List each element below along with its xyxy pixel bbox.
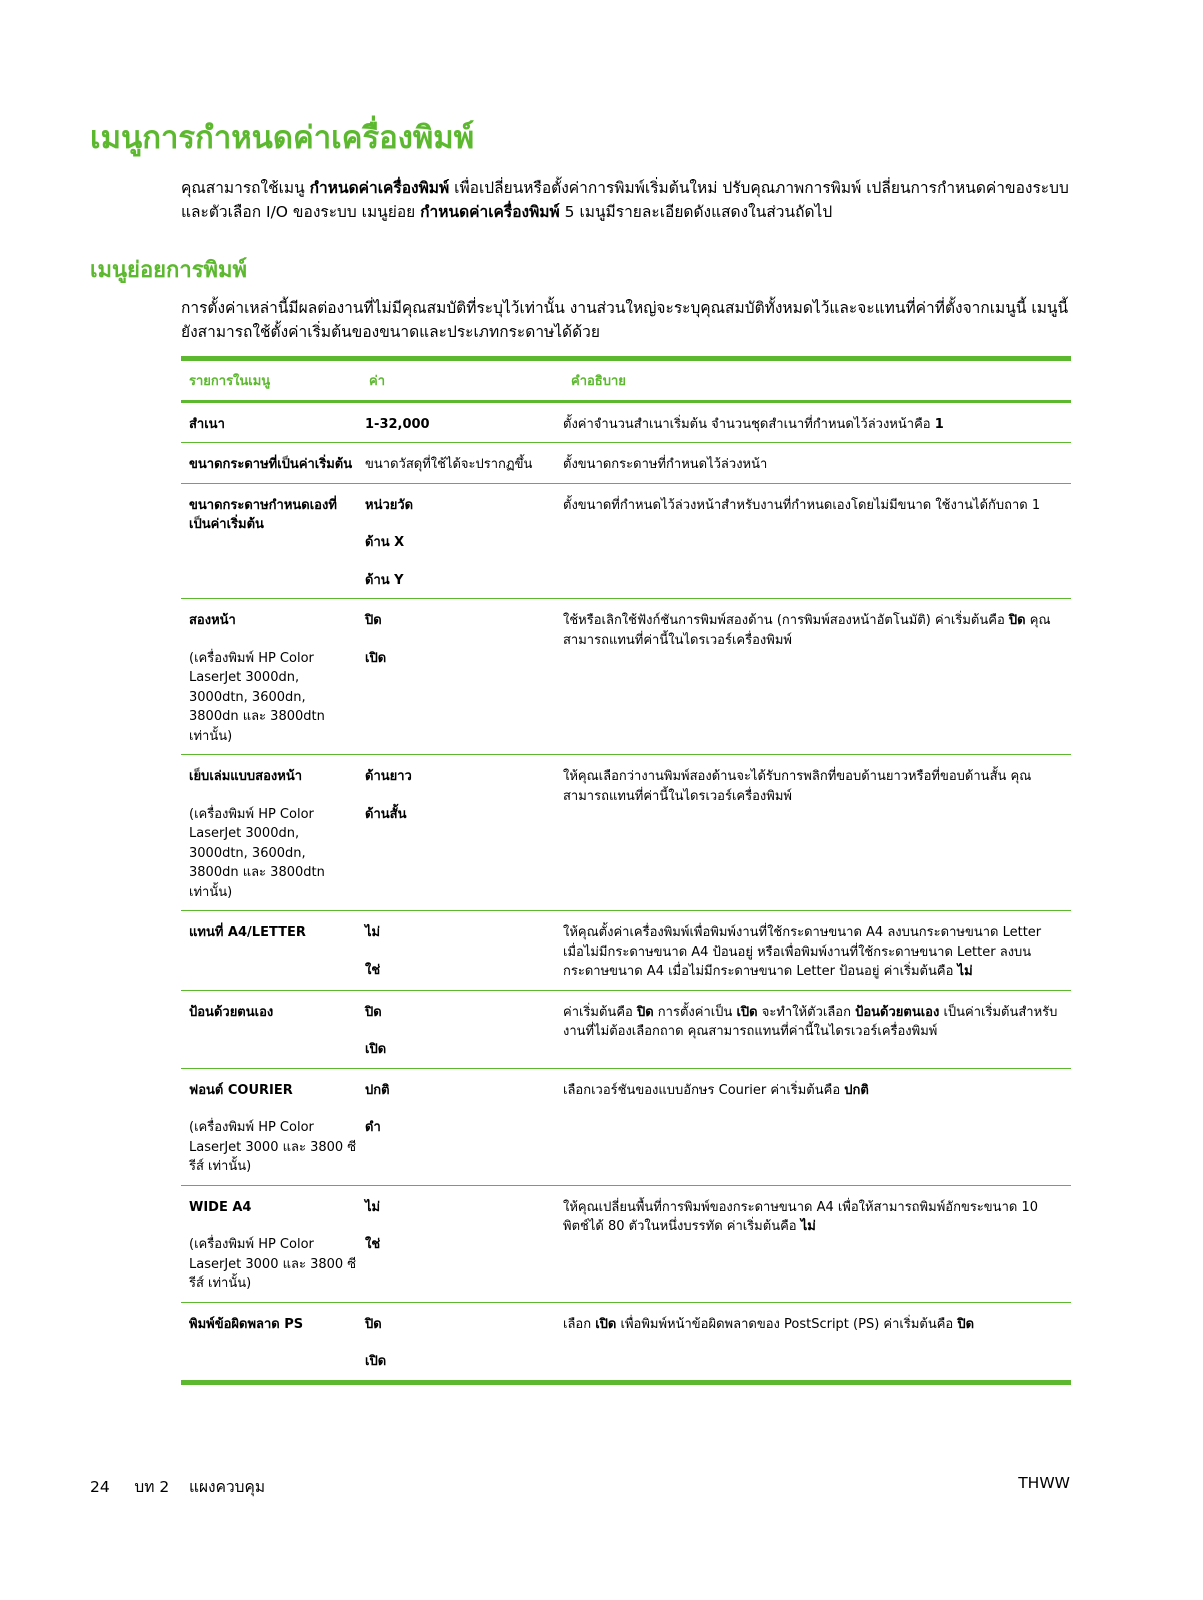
page-title: เมนูการกำหนดค่าเครื่องพิมพ์ xyxy=(90,120,475,156)
option-value: หน่วยวัด xyxy=(365,497,414,513)
description-bold: เปิด xyxy=(736,1004,758,1020)
table-row xyxy=(181,990,1071,1068)
menu-item-name: ขนาดกระดาษกำหนดเองที่เป็นค่าเริ่มต้น xyxy=(189,497,337,532)
description-bold: ป้อนด้วยตนเอง xyxy=(855,1004,940,1020)
header-values: ค่า xyxy=(369,374,385,389)
description-cell xyxy=(563,755,1071,911)
menu-item-name: สำเนา xyxy=(189,416,225,432)
description-text: เพื่อพิมพ์หน้าข้อผิดพลาดของ PostScript (PS) ค่าเริ่มต้นคือ xyxy=(616,1316,958,1332)
table-row xyxy=(181,1185,1071,1302)
menu-item-cell xyxy=(181,443,361,484)
description-cell xyxy=(563,599,1071,755)
table-row xyxy=(181,599,1071,755)
description-text: ตั้งขนาดที่กำหนดไว้ล่วงหน้าสำหรับงานที่กำหนดเองโดยไม่มีขนาด ใช้งานได้กับถาด 1 xyxy=(563,497,1041,513)
description-bold: ปิด xyxy=(957,1316,975,1332)
option-value: ปิด xyxy=(365,1316,382,1332)
menu-item-note: (เครื่องพิมพ์ HP Color LaserJet 3000dn, 3000dtn, 3600dn, 3800dn และ 3800dtn เท่านั้น) xyxy=(189,806,325,900)
option-value: ขนาดวัสดุที่ใช้ได้จะปรากฏขึ้น xyxy=(365,457,533,472)
header-description: คำอธิบาย xyxy=(571,374,626,389)
description-text: ค่าเริ่มต้นคือ xyxy=(563,1004,637,1020)
description-cell xyxy=(563,911,1071,991)
intro-bold-2: กำหนดค่าเครื่องพิมพ์ xyxy=(420,203,560,221)
option-value: ไม่ xyxy=(365,1199,381,1215)
menu-item-name: เย็บเล่มแบบสองหน้า xyxy=(189,769,303,784)
menu-item-cell xyxy=(181,1302,361,1382)
chapter-label: บท 2 xyxy=(134,1478,170,1496)
description-text: ตั้งค่าจำนวนสำเนาเริ่มต้น จำนวนชุดสำเนาที่กำหนดไว้ล่วงหน้าคือ xyxy=(563,416,935,432)
values-cell xyxy=(361,401,563,443)
description-cell xyxy=(563,443,1071,484)
menu-item-cell xyxy=(181,483,361,599)
chapter-title: แผงควบคุม xyxy=(188,1478,266,1496)
footer-left xyxy=(90,1474,265,1499)
description-cell xyxy=(563,1068,1071,1185)
menu-item-note: (เครื่องพิมพ์ HP Color LaserJet 3000dn, 3000dtn, 3600dn, 3800dn และ 3800dtn เท่านั้น) xyxy=(189,650,325,744)
description-cell xyxy=(563,990,1071,1068)
menu-item-name: ฟอนต์ COURIER xyxy=(189,1082,293,1098)
option-value: ปิด xyxy=(365,1004,382,1020)
menu-item-cell xyxy=(181,990,361,1068)
option-value: ปิด xyxy=(365,613,382,628)
values-cell xyxy=(361,1068,563,1185)
description-text: ให้คุณเปลี่ยนพื้นที่การพิมพ์ของกระดาษขนาด A4 เพื่อให้สามารถพิมพ์อักขระขนาด 10 พิตช์ได้ 80 ตัวในหนึ่งบรรทัด ค่าเริ่มต้นคือ xyxy=(563,1199,1038,1234)
values-cell xyxy=(361,483,563,599)
table-row xyxy=(181,483,1071,599)
description-text: เลือกเวอร์ชันของแบบอักษร Courier ค่าเริ่มต้นคือ xyxy=(563,1082,845,1098)
menu-item-name: ป้อนด้วยตนเอง xyxy=(189,1004,274,1020)
header-menu-item: รายการในเมนู xyxy=(189,374,271,389)
table-row xyxy=(181,1302,1071,1382)
description-text: จะทำให้ตัวเลือก xyxy=(757,1004,856,1020)
values-cell xyxy=(361,755,563,911)
description-text: คุณสามารถแทนที่ค่านี้ในไดรเวอร์เครื่องพิมพ์ xyxy=(563,613,1051,648)
description-cell xyxy=(563,401,1071,443)
menu-item-note: (เครื่องพิมพ์ HP Color LaserJet 3000 และ 3800 ซีรีส์ เท่านั้น) xyxy=(189,1120,357,1174)
description-text: การตั้งค่าเป็น xyxy=(653,1004,737,1020)
intro-text-1: คุณสามารถใช้เมนู xyxy=(181,179,310,197)
menu-item-name: ขนาดกระดาษที่เป็นค่าเริ่มต้น xyxy=(189,457,353,472)
option-value: ด้านสั้น xyxy=(365,806,407,822)
description-bold: ไม่ xyxy=(800,1219,816,1234)
description-text: เลือก xyxy=(563,1316,596,1332)
option-value: เปิด xyxy=(365,650,387,666)
values-cell xyxy=(361,1185,563,1302)
values-cell xyxy=(361,1302,563,1382)
menu-item-cell xyxy=(181,755,361,911)
option-value: ปกติ xyxy=(365,1082,390,1098)
section-title: เมนูย่อยการพิมพ์ xyxy=(90,258,248,283)
description-bold: ปกติ xyxy=(844,1082,869,1098)
intro-text-2: เพื่อเปลี่ยนหรือตั้งค่าการพิมพ์เริ่มต้นใหม่ ปรับคุณภาพการพิมพ์ เปลี่ยนการกำหนดค่าของระบบ และตัวเลือก I/O ของระบบ เมนูย่อย xyxy=(181,179,1069,221)
description-bold: 1 xyxy=(934,416,944,432)
option-value: ไม่ xyxy=(365,925,381,940)
description-text: ตั้งขนาดกระดาษที่กำหนดไว้ล่วงหน้า xyxy=(563,457,768,472)
description-cell xyxy=(563,1185,1071,1302)
menu-item-name: แทนที่ A4/LETTER xyxy=(189,925,306,940)
intro-text-3: 5 เมนูมีรายละเอียดดังแสดงในส่วนถัดไป xyxy=(559,203,833,221)
values-cell xyxy=(361,911,563,991)
table-row xyxy=(181,1068,1071,1185)
option-value: ดำ xyxy=(365,1120,381,1135)
description-text: ใช้หรือเลิกใช้ฟังก์ชันการพิมพ์สองด้าน (การพิมพ์สองหน้าอัตโนมัติ) ค่าเริ่มต้นคือ xyxy=(563,613,1009,628)
description-cell xyxy=(563,1302,1071,1382)
table-row xyxy=(181,443,1071,484)
footer-lang-code: THWW xyxy=(1018,1474,1070,1492)
option-value: ใช่ xyxy=(365,962,381,978)
values-cell xyxy=(361,443,563,484)
option-value: ใช่ xyxy=(365,1237,381,1252)
menu-item-cell xyxy=(181,911,361,991)
menu-item-cell xyxy=(181,401,361,443)
values-cell xyxy=(361,990,563,1068)
menu-item-name: WIDE A4 xyxy=(189,1199,252,1215)
menu-item-cell xyxy=(181,1185,361,1302)
option-value: เปิด xyxy=(365,1042,387,1057)
intro-paragraph xyxy=(181,176,1081,224)
option-value: ด้าน Y xyxy=(365,572,404,588)
description-cell xyxy=(563,483,1071,599)
description-bold: เปิด xyxy=(595,1316,617,1332)
description-bold: ไม่ xyxy=(957,964,973,979)
table-header-row xyxy=(181,359,1071,402)
menu-table xyxy=(181,356,1071,1385)
menu-item-cell xyxy=(181,599,361,755)
page-number: 24 xyxy=(90,1478,110,1496)
description-bold: ปิด xyxy=(1008,613,1026,628)
menu-item-cell xyxy=(181,1068,361,1185)
table-row xyxy=(181,911,1071,991)
option-value: ด้านยาว xyxy=(365,769,412,784)
table-body xyxy=(181,401,1071,1382)
option-value: เปิด xyxy=(365,1354,387,1369)
description-text: ให้คุณตั้งค่าเครื่องพิมพ์เพื่อพิมพ์งานที่ใช้กระดาษขนาด A4 ลงบนกระดาษขนาด Letter เมื่อไม่มีกระดาษขนาด A4 ป้อนอยู่ หรือเพื่อพิมพ์งานที่ใช้กระดาษขนาด Letter ลงบนกระดาษขนาด A4 เมื่อไม่มีกระดาษขนาด Letter ป้อนอยู่ ค่าเริ่มต้นคือ xyxy=(563,925,1042,979)
description-text: ให้คุณเลือกว่างานพิมพ์สองด้านจะได้รับการพลิกที่ขอบด้านยาวหรือที่ขอบด้านสั้น คุณสามารถแทนที่ค่านี้ในไดรเวอร์เครื่องพิมพ์ xyxy=(563,769,1032,804)
menu-item-note: (เครื่องพิมพ์ HP Color LaserJet 3000 และ 3800 ซีรีส์ เท่านั้น) xyxy=(189,1237,357,1291)
description-bold: ปิด xyxy=(636,1004,654,1020)
menu-item-name: พิมพ์ข้อผิดพลาด PS xyxy=(189,1316,304,1332)
intro-bold-1: กำหนดค่าเครื่องพิมพ์ xyxy=(309,179,450,197)
description-text: เป็นค่าเริ่มต้นสำหรับงานที่ไม่ต้องเลือกถาด คุณสามารถแทนที่ค่านี้ในไดรเวอร์เครื่องพิมพ์ xyxy=(563,1004,1058,1039)
table-row xyxy=(181,401,1071,443)
option-value: 1-32,000 xyxy=(365,416,430,432)
table-row xyxy=(181,755,1071,911)
section-intro: การตั้งค่าเหล่านี้มีผลต่องานที่ไม่มีคุณสมบัติที่ระบุไว้เท่านั้น งานส่วนใหญ่จะระบุคุณสมบัติทั้งหมดไว้และจะแทนที่ค่าที่ตั้งจากเมนูนี้ เมนูนี้ยังสามารถใช้ตั้งค่าเริ่มต้นของขนาดและประเภทกระดาษได้ด้วย xyxy=(181,299,1069,341)
option-value: ด้าน X xyxy=(365,535,405,550)
values-cell xyxy=(361,599,563,755)
menu-item-name: สองหน้า xyxy=(189,613,236,628)
